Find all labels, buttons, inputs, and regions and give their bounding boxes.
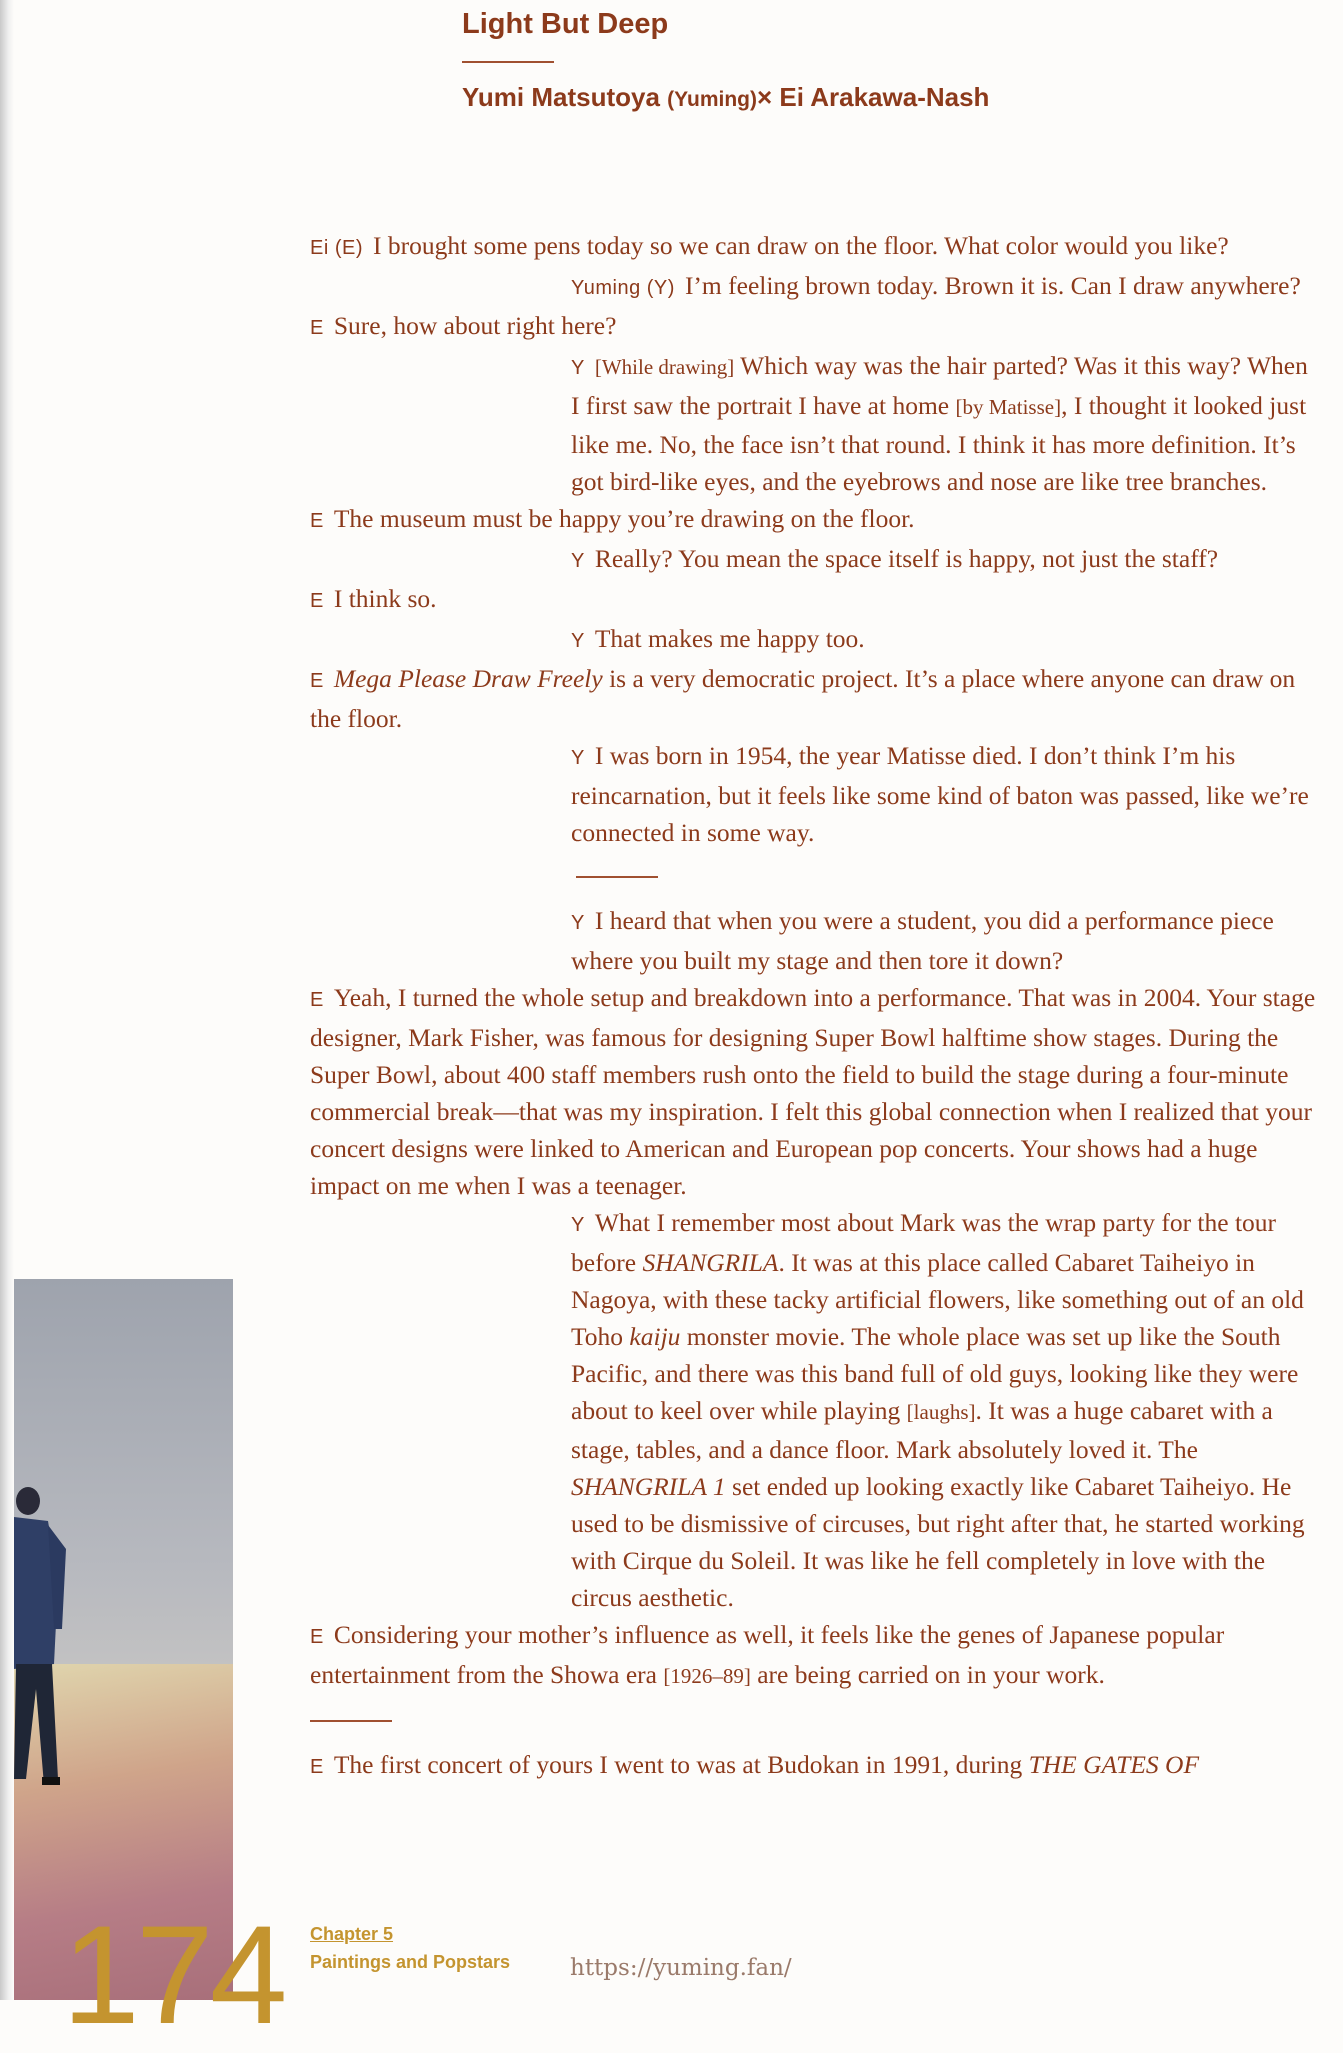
ei-statement <box>310 979 1316 1204</box>
bracket-note: [by Matisse] <box>955 395 1062 419</box>
ei-statement <box>310 660 1316 737</box>
interviewee-name: Yumi Matsutoya <box>462 82 660 112</box>
speaker-label: E <box>310 590 324 612</box>
statement-text: I brought some pens today so we can draw on the floor. What color would you like? <box>373 231 1229 260</box>
speaker-label: Y <box>571 630 585 652</box>
italic-title: Mega Please Draw Freely <box>333 664 603 693</box>
statement-text: . It was at this place called Cabaret Taiheiyo in Nagoya, with these tacky artificial flowers, like something out of an old Toho <box>571 1248 1304 1351</box>
statement-text: I’m feeling brown today. Brown it is. Can I draw anywhere? <box>684 271 1301 300</box>
page-number: 174 <box>62 1896 284 2053</box>
yuming-statement <box>571 737 1316 851</box>
bracket-note: [laughs] <box>906 1400 976 1424</box>
speaker-label: Y <box>571 357 585 379</box>
chapter-footer <box>310 1920 510 1976</box>
statement-text: I heard that when you were a student, you did a performance piece where you built my stage and then tore it down? <box>571 906 1274 975</box>
source-url: https://yuming.fan/ <box>570 1955 792 1981</box>
statement-text: Yeah, I turned the whole setup and breakdown into a performance. That was in 2004. Your stage designer, Mark Fisher, was famous for designing Super Bowl halftime show stages. During the Super Bowl, about 400 staff members rush onto the field to build the stage during a four-minute commercial break—that was my inspiration. I felt this global connection when I realized that your concert designs were linked to American and European pop concerts. Your shows had a huge impact on me when I was a teenager. <box>310 983 1316 1200</box>
ei-statement <box>310 1616 1316 1695</box>
title-rule <box>462 61 554 63</box>
statement-text: Which way was the hair parted? Was it this way? When I first saw the portrait I have at home <box>571 351 1308 420</box>
statement-text: What I remember most about Mark was the wrap party for the tour before <box>571 1208 1277 1277</box>
statement-text: Considering your mother’s influence as well, it feels like the genes of Japanese popular entertainment from the Showa era <box>310 1620 1225 1689</box>
speaker-label: Y <box>571 747 585 769</box>
speaker-label: E <box>310 670 324 692</box>
interviewer-name: Ei Arakawa-Nash <box>779 82 990 112</box>
statement-text: The first concert of yours I went to was at Budokan in 1991, during <box>333 1750 1029 1779</box>
ei-statement <box>310 580 1316 620</box>
statement-text: , I thought it looked just like me. No, the face isn’t that round. I think it has more definition. It’s got bird-like eyes, and the eyebrows and nose are like tree branches. <box>571 391 1307 496</box>
ei-statement <box>310 227 1316 267</box>
speaker-label: E <box>310 1756 324 1778</box>
statement-text: monster movie. The whole place was set up like the South Pacific, and there was this band full of old guys, looking like they were about to keel over while playing <box>571 1322 1299 1425</box>
statement-text: are being carried on in your work. <box>750 1660 1105 1689</box>
interview-dialogue <box>310 227 1316 1786</box>
yuming-statement <box>571 347 1316 500</box>
statement-text: I was born in 1954, the year Matisse died. I don’t think I’m his reincarnation, but it feels like some kind of baton was passed, like we’re connected in some way. <box>571 741 1309 847</box>
page-header <box>462 8 989 113</box>
yuming-statement <box>571 1204 1316 1616</box>
yuming-statement <box>571 902 1316 979</box>
person-figure <box>14 1479 84 1809</box>
ei-statement <box>310 307 1316 347</box>
interviewee-nickname: (Yuming) <box>667 88 757 111</box>
statement-text: Really? You mean the space itself is happy, not just the staff? <box>594 544 1219 573</box>
italic-title: kaiju <box>629 1322 681 1351</box>
cross-symbol: × <box>757 82 773 112</box>
statement-text: . It was a huge cabaret with a stage, tables, and a dance floor. Mark absolutely loved it. The <box>571 1396 1273 1464</box>
article-subtitle <box>462 82 989 113</box>
speaker-label: Y <box>571 550 585 572</box>
yuming-statement <box>571 540 1316 580</box>
bracket-note: [1926–89] <box>663 1664 751 1688</box>
section-divider <box>576 876 658 878</box>
ei-statement <box>310 1746 1316 1786</box>
italic-title: SHANGRILA <box>642 1248 779 1277</box>
italic-title: THE GATES OF <box>1028 1750 1200 1779</box>
statement-text: Sure, how about right here? <box>333 311 617 340</box>
speaker-label: E <box>310 510 324 532</box>
speaker-label: Yuming (Y) <box>571 277 675 299</box>
statement-text: set ended up looking exactly like Cabaret Taiheiyo. He used to be dismissive of circuses, but right after that, he started working with Cirque du Soleil. It was like he fell completely in love with the circus aesthetic. <box>571 1472 1305 1612</box>
statement-text: That makes me happy too. <box>594 624 865 653</box>
statement-text: The museum must be happy you’re drawing on the floor. <box>333 504 915 533</box>
yuming-statement <box>571 267 1316 307</box>
ei-statement <box>310 500 1316 540</box>
article-title: Light But Deep <box>462 8 669 40</box>
statement-text: I think so. <box>333 584 437 613</box>
speaker-label: E <box>310 1626 324 1648</box>
speaker-label: Y <box>571 1214 585 1236</box>
section-divider <box>310 1720 392 1722</box>
speaker-label: Y <box>571 912 585 934</box>
speaker-label: E <box>310 989 324 1011</box>
speaker-label: Ei (E) <box>310 237 363 259</box>
speaker-label: E <box>310 317 324 339</box>
chapter-label: Chapter 5 <box>310 1924 394 1944</box>
exhibition-photo <box>14 1279 233 2000</box>
chapter-title: Paintings and Popstars <box>310 1952 511 1972</box>
statement-text: is a very democratic project. It’s a place where anyone can draw on the floor. <box>310 664 1296 733</box>
italic-title: SHANGRILA 1 <box>571 1472 726 1501</box>
bracket-note: [While drawing] <box>594 355 735 379</box>
binding-edge <box>0 0 14 2000</box>
yuming-statement <box>571 620 1316 660</box>
